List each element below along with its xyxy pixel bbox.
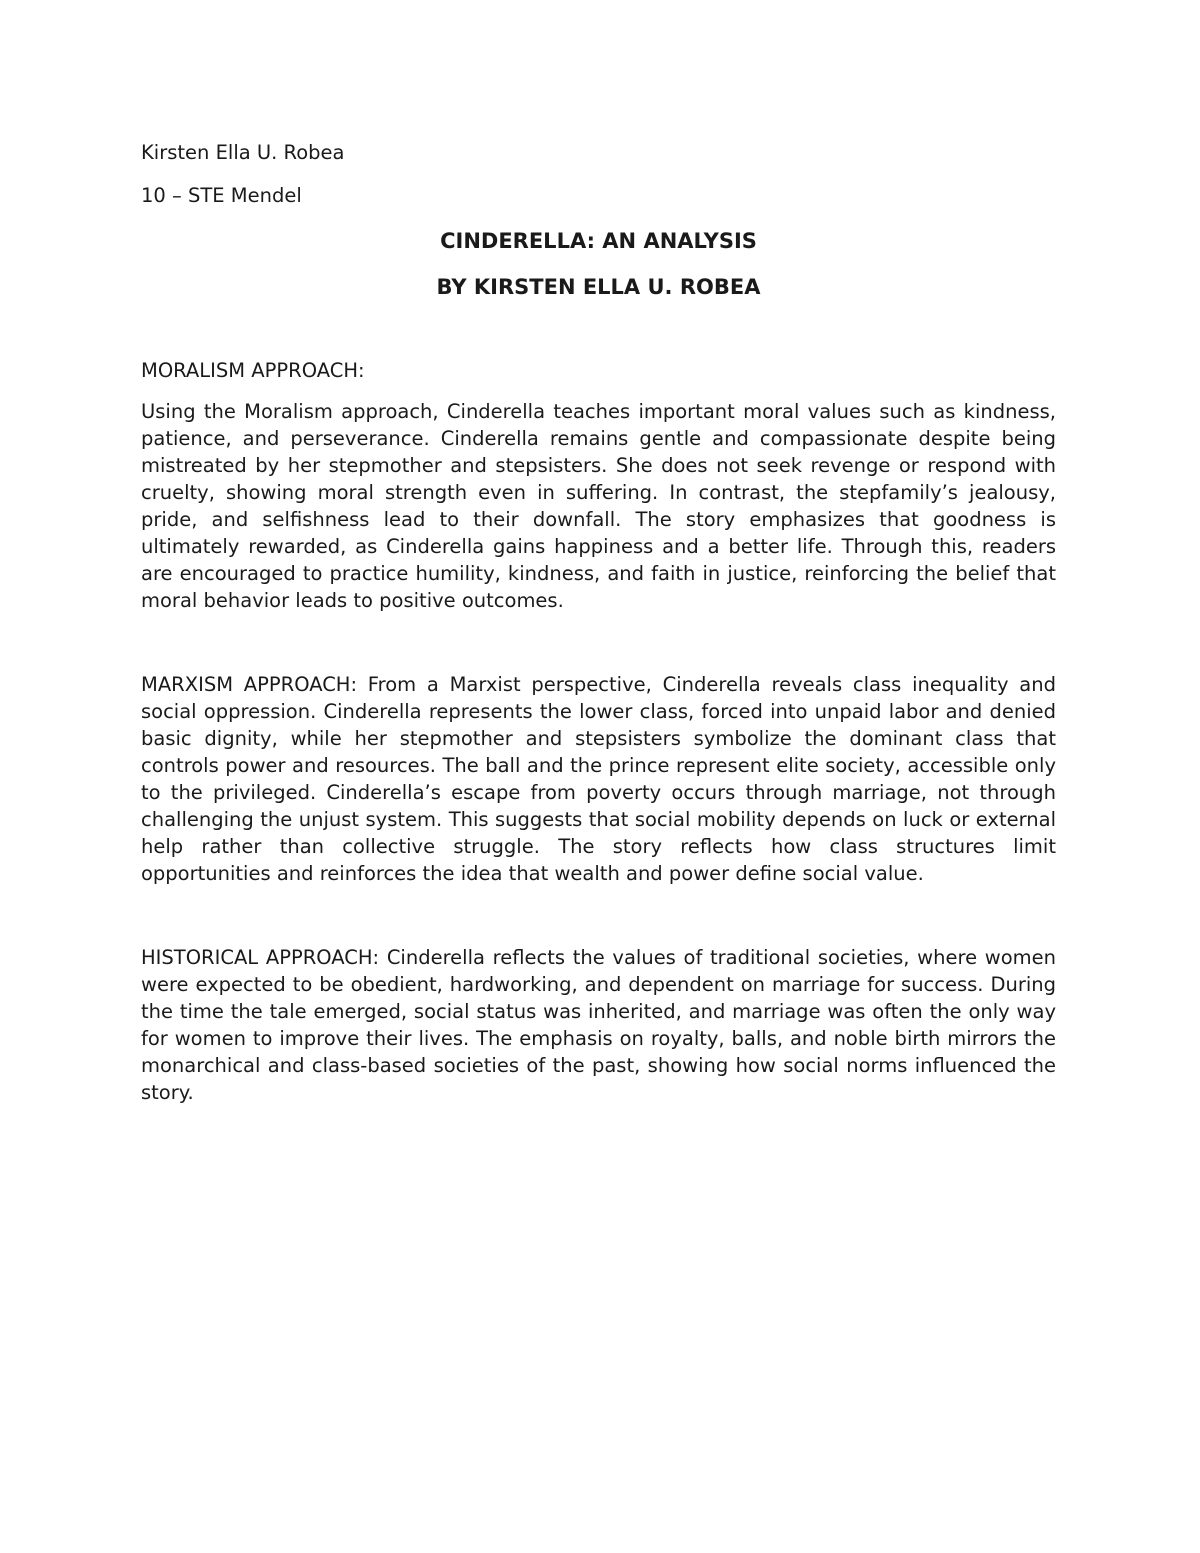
author-line: Kirsten Ella U. Robea bbox=[141, 141, 345, 164]
marxism-paragraph: MARXISM APPROACH: From a Marxist perspective, Cinderella reveals class inequality and social oppression. Cinderella represents the lower class, forced into unpaid labor and denied basic dignity, while her stepmother and stepsisters symbolize the dominant class that controls power and resources. The ball and the prince represent elite society, accessible only to the privileged. Cinderella’s escape from poverty occurs through marriage, not through challenging the unjust system. This suggests that social mobility depends on luck or external help rather than collective struggle. The story reflects how class structures limit opportunities and reinforces the idea that wealth and power define social value. bbox=[141, 673, 1056, 885]
moralism-paragraph: Using the Moralism approach, Cinderella teaches important moral values such as kindness, patience, and perseverance. Cinderella remains gentle and compassionate despite being mistreated by her stepmother and stepsisters. She does not seek revenge or respond with cruelty, showing moral strength even in suffering. In contrast, the stepfamily’s jealousy, pride, and selfishness lead to their downfall. The story emphasizes that goodness is ultimately rewarded, as Cinderella gains happiness and a better life. Through this, readers are encouraged to practice humility, kindness, and faith in justice, reinforcing the belief that moral behavior leads to positive outcomes. bbox=[141, 400, 1056, 612]
moralism-heading: MORALISM APPROACH: bbox=[141, 359, 365, 382]
class-line: 10 – STE Mendel bbox=[141, 184, 302, 207]
document-byline: BY KIRSTEN ELLA U. ROBEA bbox=[436, 275, 761, 299]
historical-paragraph: HISTORICAL APPROACH: Cinderella reflects the values of traditional societies, where women were expected to be obedient, hardworking, and dependent on marriage for success. During the time the tale emerged, social status was inherited, and marriage was often the only way for women to improve their lives. The emphasis on royalty, balls, and noble birth mirrors the monarchical and class-based societies of the past, showing how social norms influenced the story. bbox=[141, 946, 1056, 1104]
document-title: CINDERELLA: AN ANALYSIS bbox=[440, 229, 757, 253]
document-body bbox=[141, 138, 1056, 1106]
